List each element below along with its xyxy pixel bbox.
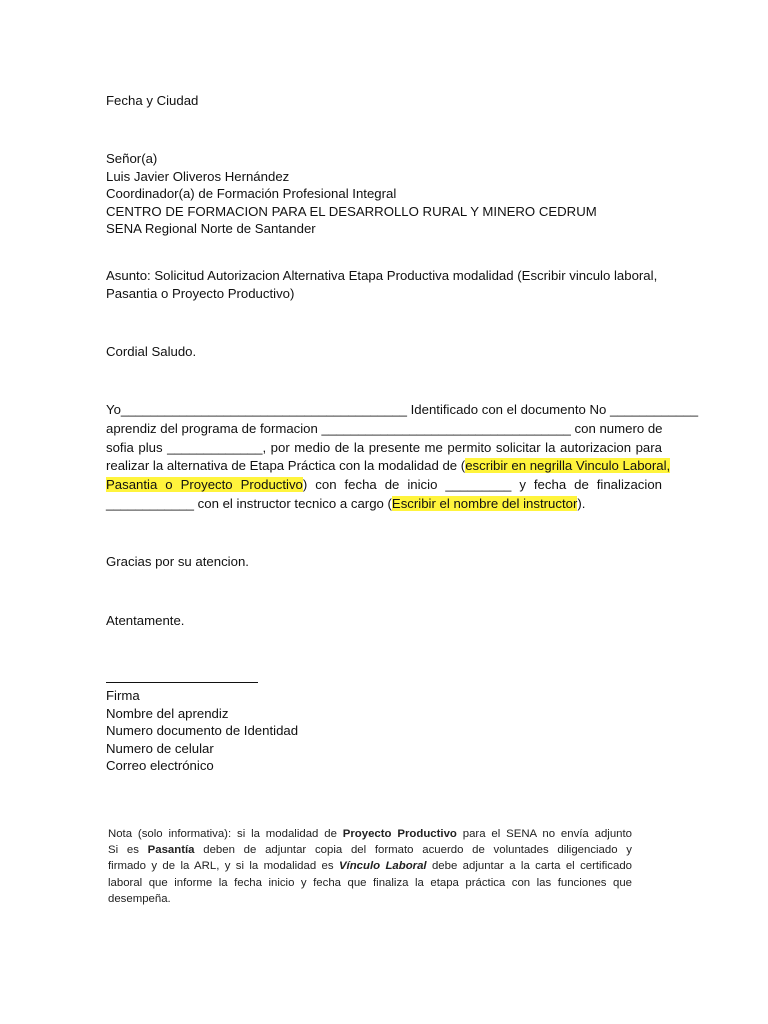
recipient-salutation: Señor(a): [106, 151, 158, 166]
closing: Atentamente.: [106, 613, 185, 628]
note-line-1: [108, 826, 632, 842]
note-line-1-c: para el SENA no envía adjunto: [456, 828, 632, 840]
body-line-5: [106, 476, 662, 495]
signature-correo: Correo electrónico: [106, 758, 214, 773]
note-line-3: [108, 858, 632, 874]
note-pasantia: Pasantía: [147, 844, 195, 857]
body-line-1: Yo_______________________________________ Identificado con el documento No ____________: [106, 402, 699, 417]
date-city: Fecha y Ciudad: [106, 93, 199, 108]
highlight-modalidad-b: Pasantia o Proyecto Productivo: [106, 477, 303, 493]
note-line-2-a: Si es: [108, 844, 148, 857]
signature-celular: Numero de celular: [106, 741, 214, 756]
signature-firma: Firma: [106, 688, 140, 703]
body-line-2: aprendiz del programa de formacion __________________________________ con numero de: [106, 420, 663, 436]
subject-line-2: Pasantia o Proyecto Productivo): [106, 286, 295, 301]
note-line-3-a: firmado y de la ARL, y si la modalidad es: [108, 860, 339, 873]
body-line-4: [106, 457, 671, 476]
informative-note: [108, 826, 632, 907]
note-proyecto-productivo: Proyecto Productivo: [342, 828, 457, 840]
body-paragraph: [106, 401, 699, 514]
body-line-6-text: ____________ con el instructor tecnico a cargo (: [106, 495, 392, 511]
body-line-5-text: ) con fecha de inicio _________ y fecha de finalizacion: [302, 477, 662, 493]
note-line-5: desempeña.: [108, 892, 171, 905]
note-line-3-c: debe adjuntar a la carta el certificado: [426, 860, 632, 873]
note-line-2: [108, 842, 632, 858]
highlight-instructor: Escribir el nombre del instructor: [391, 495, 578, 511]
subject-line-1: Asunto: Solicitud Autorizacion Alternativa Etapa Productiva modalidad (Escribir vinculo laboral,: [106, 268, 658, 283]
signature-nombre: Nombre del aprendiz: [106, 706, 229, 721]
highlight-modalidad-a: escribir en negrilla Vinculo Laboral,: [465, 458, 671, 474]
note-line-2-c: deben de adjuntar copia del formato acuerdo de voluntades diligenciado y: [194, 844, 632, 857]
body-line-6-end: ).: [577, 495, 586, 511]
recipient-regional: SENA Regional Norte de Santander: [106, 221, 316, 236]
greeting: Cordial Saludo.: [106, 344, 197, 359]
signature-documento: Numero documento de Identidad: [106, 723, 299, 738]
signature-line: [106, 682, 258, 683]
note-line-4: laboral que informe la fecha inicio y fecha que finaliza la etapa práctica con las funciones que: [108, 876, 632, 889]
body-line-3: sofia plus _____________, por medio de la presente me permito solicitar la autorizacion para: [106, 439, 662, 455]
note-vinculo-laboral: Vínculo Laboral: [338, 860, 427, 873]
body-line-6: [106, 495, 662, 514]
recipient-name: Luis Javier Oliveros Hernández: [106, 169, 290, 184]
note-line-1-a: Nota (solo informativa): si la modalidad de: [108, 828, 343, 840]
thanks: Gracias por su atencion.: [106, 554, 249, 569]
recipient-role: Coordinador(a) de Formación Profesional Integral: [106, 186, 397, 201]
recipient-center: CENTRO DE FORMACION PARA EL DESARROLLO RURAL Y MINERO CEDRUM: [106, 204, 597, 219]
body-line-4-text: realizar la alternativa de Etapa Práctica con la modalidad de (: [106, 458, 466, 474]
